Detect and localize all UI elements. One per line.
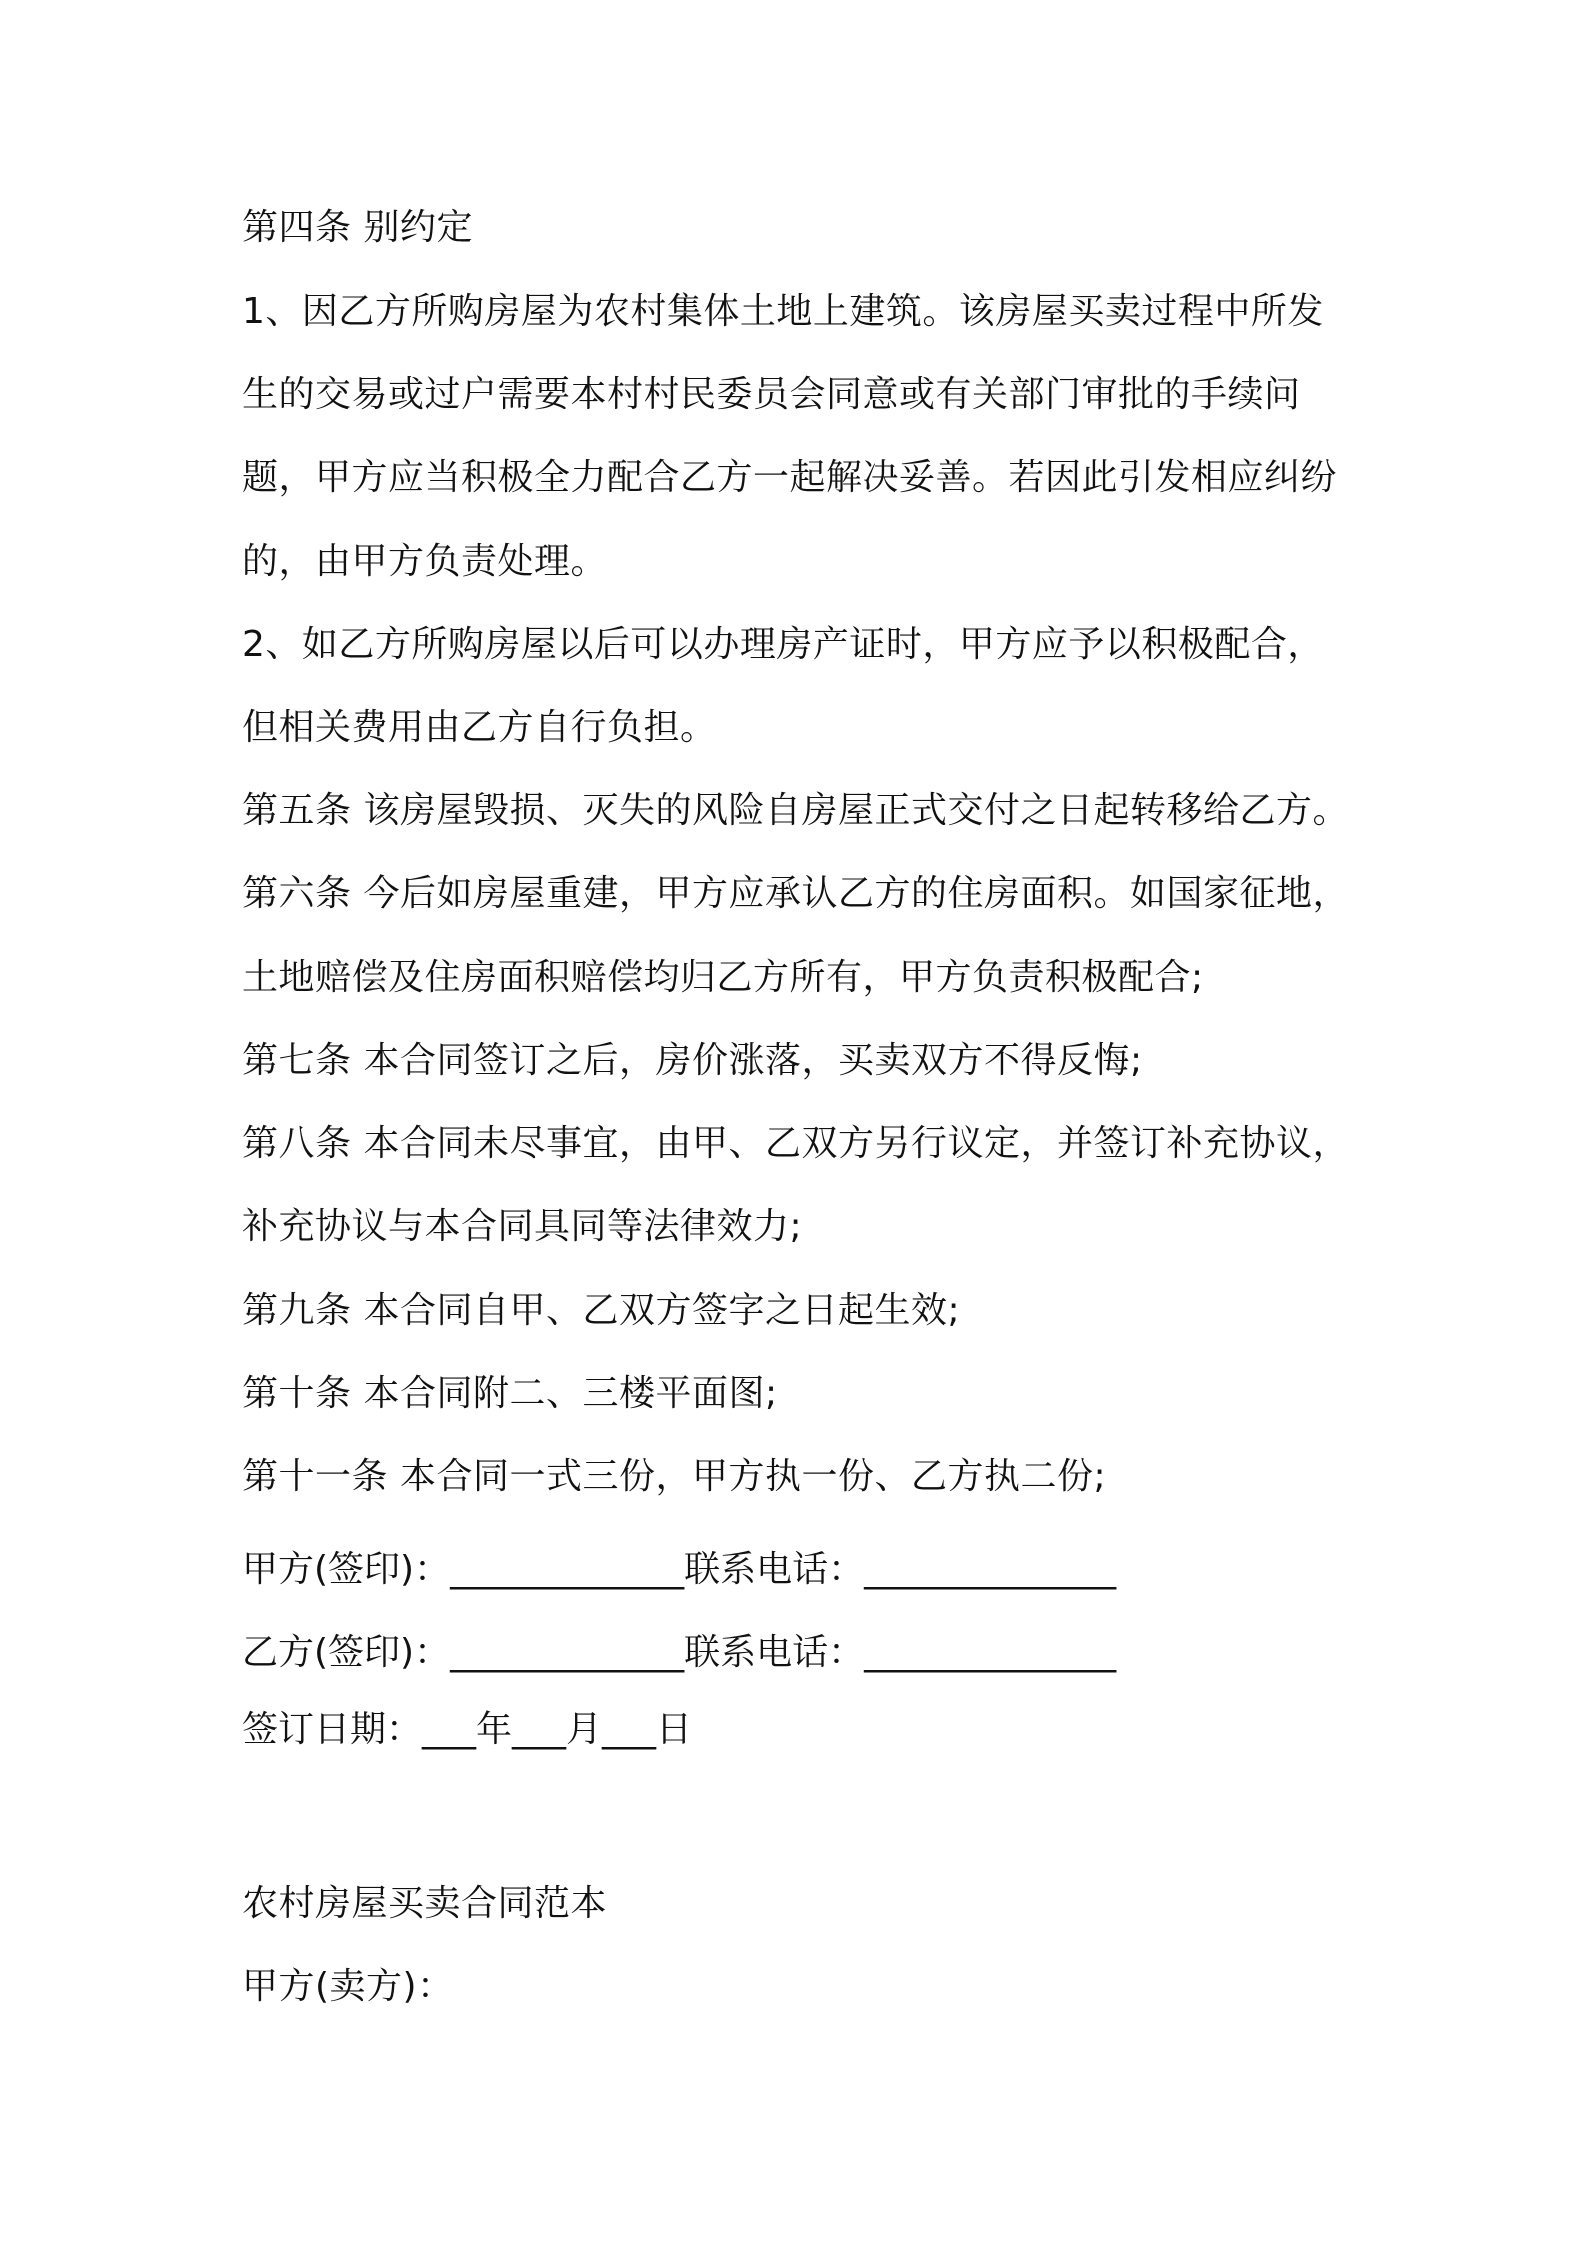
party-a-signature-line bbox=[242, 1548, 1116, 1592]
article-6-line-2: 土地赔偿及住房面积赔偿均归乙方所有，甲方负责积极配合; bbox=[242, 957, 1204, 998]
article-4-clause-2-line-1: 2、如乙方所购房屋以后可以办理房产证时，甲方应予以积极配合， bbox=[242, 624, 1324, 665]
signing-date-line bbox=[242, 1708, 692, 1752]
party-b-signature-line bbox=[242, 1631, 1116, 1675]
party-b-signature-text: 乙方(签印)：_____________联系电话：______________ bbox=[242, 1632, 1117, 1673]
signing-date-text: 签订日期：___年___月___日 bbox=[242, 1709, 693, 1750]
article-11: 第十一条 本合同一式三份，甲方执一份、乙方执二份; bbox=[242, 1456, 1107, 1497]
article-8-line-2: 补充协议与本合同具同等法律效力; bbox=[242, 1206, 803, 1247]
article-4-clause-1-line-2: 生的交易或过户需要本村村民委员会同意或有关部门审批的手续问 bbox=[242, 374, 1301, 415]
article-4-clause-1-line-4: 的，由甲方负责处理。 bbox=[242, 541, 608, 582]
template-title: 农村房屋买卖合同范本 bbox=[242, 1883, 608, 1924]
article-10: 第十条 本合同附二、三楼平面图; bbox=[242, 1373, 778, 1414]
article-5: 第五条 该房屋毁损、灭失的风险自房屋正式交付之日起转移给乙方。 bbox=[242, 790, 1349, 831]
party-a-signature-text: 甲方(签印)：_____________联系电话：______________ bbox=[242, 1549, 1117, 1590]
seller-label: 甲方(卖方)： bbox=[242, 1966, 454, 2007]
article-4-clause-1-line-1: 1、因乙方所购房屋为农村集体土地上建筑。该房屋买卖过程中所发 bbox=[242, 291, 1324, 332]
article-9: 第九条 本合同自甲、乙双方签字之日起生效; bbox=[242, 1290, 961, 1331]
article-8-line-1: 第八条 本合同未尽事宜，由甲、乙双方另行议定，并签订补充协议， bbox=[242, 1123, 1349, 1164]
article-4-clause-2-line-2: 但相关费用由乙方自行负担。 bbox=[242, 707, 717, 748]
article-4-clause-1-line-3: 题，甲方应当积极全力配合乙方一起解决妥善。若因此引发相应纠纷 bbox=[242, 457, 1338, 498]
article-7: 第七条 本合同签订之后，房价涨落，买卖双方不得反悔; bbox=[242, 1040, 1143, 1081]
article-6-line-1: 第六条 今后如房屋重建，甲方应承认乙方的住房面积。如国家征地， bbox=[242, 873, 1349, 914]
article-4-heading: 第四条 别约定 bbox=[242, 207, 473, 248]
